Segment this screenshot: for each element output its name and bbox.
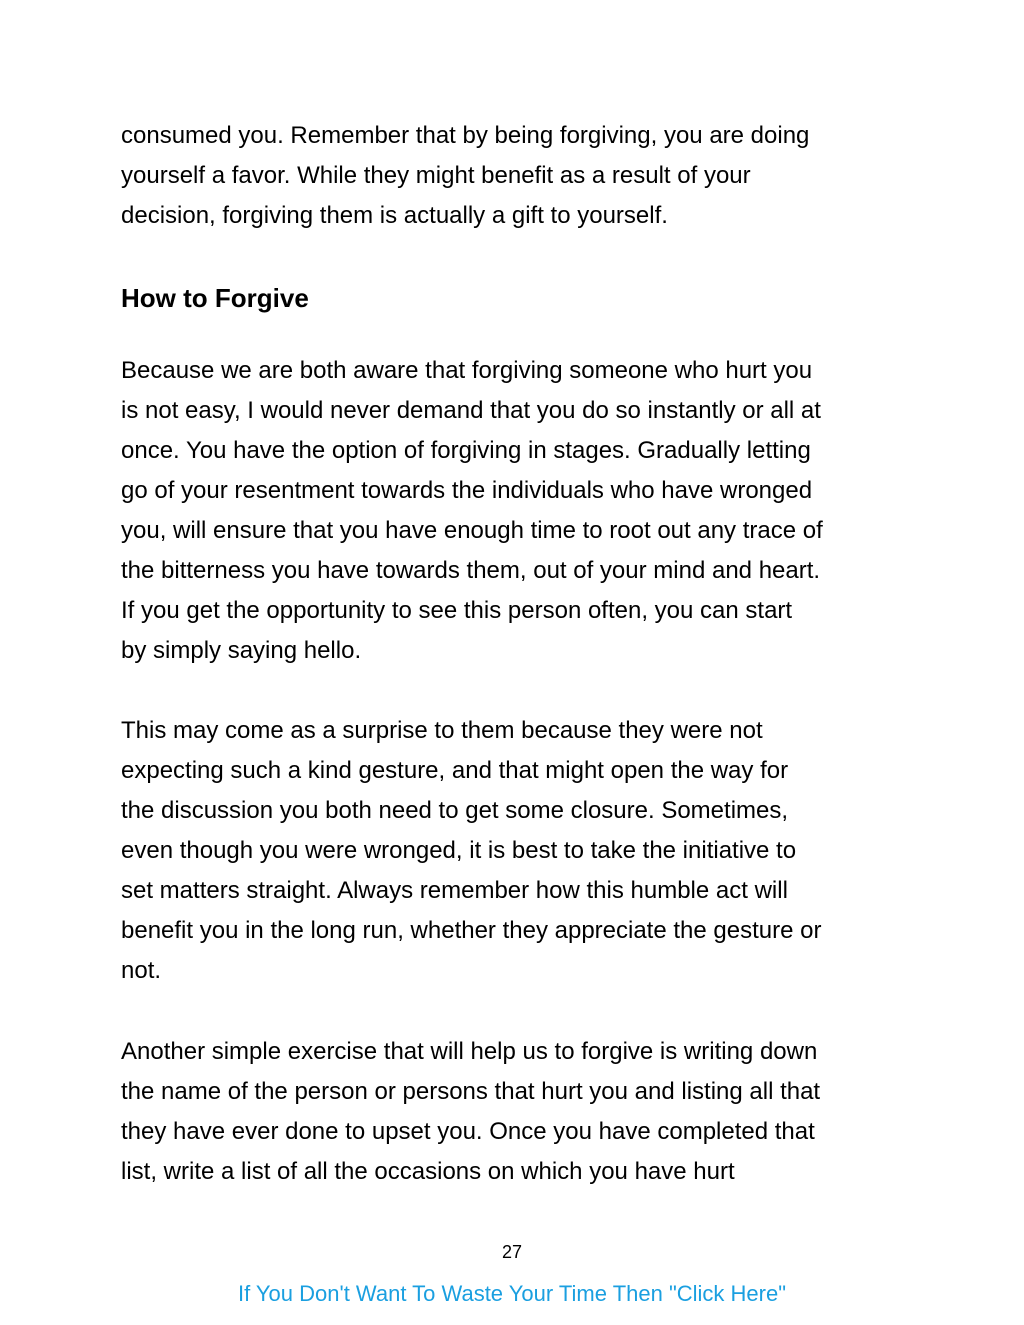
paragraph2-line: set matters straight. Always remember how this humble act will — [121, 877, 788, 904]
paragraph1-line: go of your resentment towards the individuals who have wronged — [121, 477, 813, 504]
paragraph3-line: Another simple exercise that will help us to forgive is writing down — [121, 1038, 818, 1065]
footer-click-here-link[interactable]: If You Don't Want To Waste Your Time Then "Click Here" — [237, 1281, 787, 1306]
paragraph2-line: even though you were wronged, it is best to take the initiative to — [121, 837, 797, 864]
paragraph3-line: list, write a list of all the occasions on which you have hurt — [121, 1158, 735, 1185]
paragraph1-line: you, will ensure that you have enough time to root out any trace of — [121, 517, 823, 544]
intro-line: consumed you. Remember that by being forgiving, you are doing — [121, 122, 810, 149]
paragraph1-line: If you get the opportunity to see this person often, you can start — [121, 597, 793, 624]
paragraph2-line: not. — [121, 957, 162, 984]
paragraph1-line: is not easy, I would never demand that you do so instantly or all at — [121, 397, 821, 424]
paragraph1-line: once. You have the option of forgiving in stages. Gradually letting — [121, 437, 811, 464]
page-number: 27 — [501, 1242, 523, 1262]
paragraph3-line: they have ever done to upset you. Once you have completed that — [121, 1118, 815, 1145]
section-heading: How to Forgive — [121, 283, 309, 313]
paragraph2-line: This may come as a surprise to them because they were not — [121, 717, 763, 744]
paragraph2-line: expecting such a kind gesture, and that might open the way for — [121, 757, 789, 784]
paragraph1-line: by simply saying hello. — [121, 637, 362, 664]
intro-line: yourself a favor. While they might benefit as a result of your — [121, 162, 751, 189]
paragraph2-line: the discussion you both need to get some closure. Sometimes, — [121, 797, 789, 824]
paragraph1-line: the bitterness you have towards them, out of your mind and heart. — [121, 557, 821, 584]
intro-line: decision, forgiving them is actually a gift to yourself. — [121, 202, 668, 229]
paragraph3-line: the name of the person or persons that hurt you and listing all that — [121, 1078, 821, 1105]
paragraph2-line: benefit you in the long run, whether they appreciate the gesture or — [121, 917, 822, 944]
paragraph1-line: Because we are both aware that forgiving someone who hurt you — [121, 357, 813, 384]
